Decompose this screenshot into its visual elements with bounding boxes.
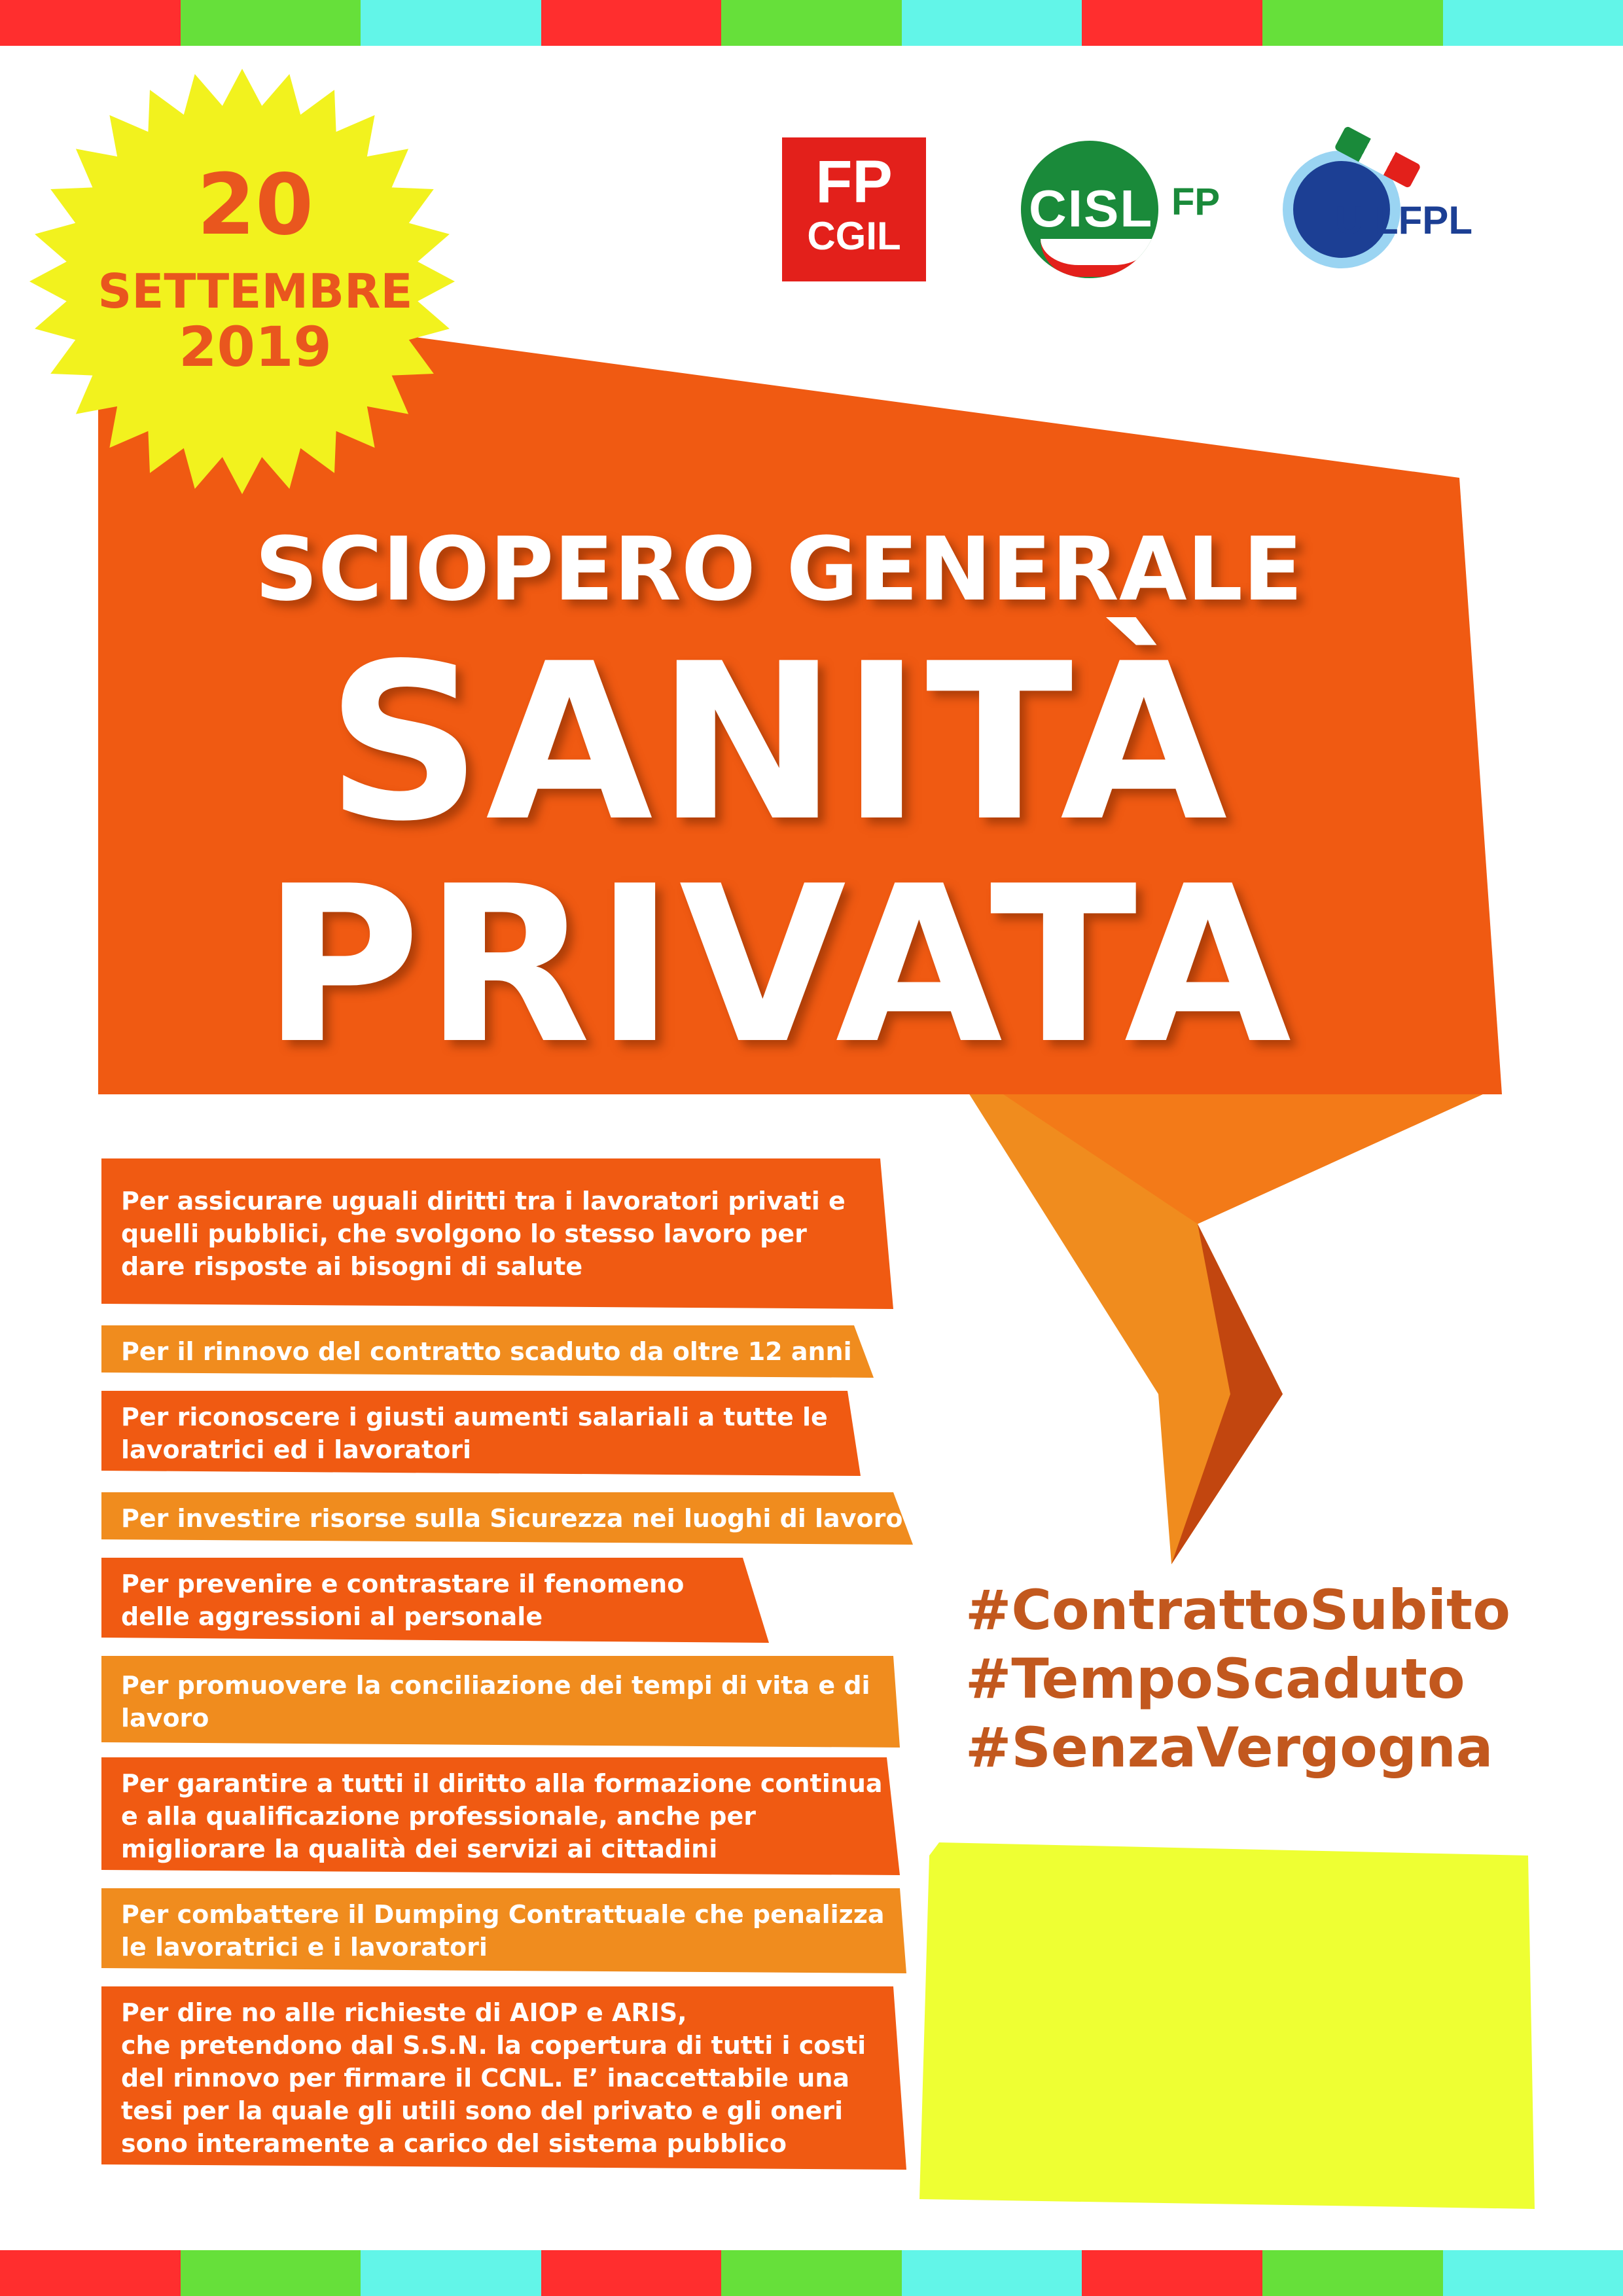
hashtag: #TempoScaduto: [965, 1647, 1465, 1711]
stripe-segment: [0, 2250, 181, 2296]
stripe-segment: [1262, 2250, 1443, 2296]
reason-item-text: Per il rinnovo del contratto scaduto da oltre 12 anni: [121, 1337, 852, 1366]
hashtag: #SenzaVergogna: [965, 1715, 1493, 1780]
title-privata: PRIVATA: [262, 840, 1296, 1091]
title-sanita: SANITÀ: [326, 617, 1232, 869]
strike-heading: SCIOPERO GENERALE: [255, 518, 1303, 620]
stripe-segment: [1082, 2250, 1262, 2296]
reason-item-text: Per combattere il Dumping Contrattuale che penalizza le lavoratrici e i lavoratori: [121, 1900, 885, 1962]
reason-item-text: Per garantire a tutti il diritto alla formazione continua e alla qualificazione professionale, anche per migliorare la qualità dei servizi ai cittadini: [121, 1769, 883, 1863]
reason-item-text: Per prevenire e contrastare il fenomeno delle aggressioni al personale: [121, 1570, 685, 1631]
reason-item-text: Per riconoscere i giusti aumenti salariali a tutte le lavoratrici ed i lavoratori: [121, 1403, 828, 1464]
stripe-segment: [1443, 2250, 1623, 2296]
reason-item: [101, 1888, 906, 1973]
reason-item: [101, 1492, 913, 1545]
hashtag: #ContrattoSubito: [965, 1578, 1510, 1642]
reason-item-text: Per dire no alle richieste di AIOP e ARIS, che pretendono dal S.S.N. la copertura di tutti i costi del rinnovo per firmare il CCNL. E’ inaccettabile una tesi per la quale gli utili sono del privato e gli oneri sono interamente a carico del sistema pubblico: [121, 1998, 866, 2158]
reason-item: [101, 1757, 900, 1875]
date-year: 2019: [179, 315, 332, 379]
reason-item-text: Per assicurare uguali diritti tra i lavoratori privati e quelli pubblici, che svolgono lo stesso lavoro per dare risposte ai bisogni di salute: [121, 1187, 846, 1281]
stripe-segment: [541, 2250, 722, 2296]
blank-notice-box: [919, 1842, 1535, 2209]
date-day: 20: [196, 156, 314, 254]
stripe-segment: [361, 2250, 541, 2296]
cisl-logo-name: CISL: [1029, 179, 1154, 238]
stripe-segment: [181, 2250, 361, 2296]
reason-item-text: Per investire risorse sulla Sicurezza nei luoghi di lavoro: [121, 1504, 903, 1533]
reason-item: [101, 1158, 893, 1309]
date-month: SETTEMBRE: [98, 264, 413, 319]
cisl-logo-suffix: FP: [1171, 181, 1221, 223]
reason-item: [101, 1325, 874, 1378]
uilfpl-logo: [1276, 137, 1492, 275]
stripe-segment: [902, 2250, 1082, 2296]
uil-logo-name: UILFPL: [1335, 198, 1472, 242]
fp-cgil-logo-line1: FP: [815, 149, 893, 215]
reason-item: [101, 1391, 861, 1476]
stripe-segment: [721, 2250, 902, 2296]
fp-cgil-logo: [782, 137, 926, 281]
fp-cgil-logo-line2: CGIL: [807, 214, 901, 258]
reason-item: [101, 1986, 906, 2170]
cisl-fp-logo: [1021, 141, 1230, 278]
reason-item: [101, 1558, 769, 1643]
bottom-color-stripe: [0, 2250, 1623, 2296]
reason-item-text: Per promuovere la conciliazione dei tempi di vita e di lavoro: [121, 1671, 870, 1732]
reason-item: [101, 1656, 900, 1748]
